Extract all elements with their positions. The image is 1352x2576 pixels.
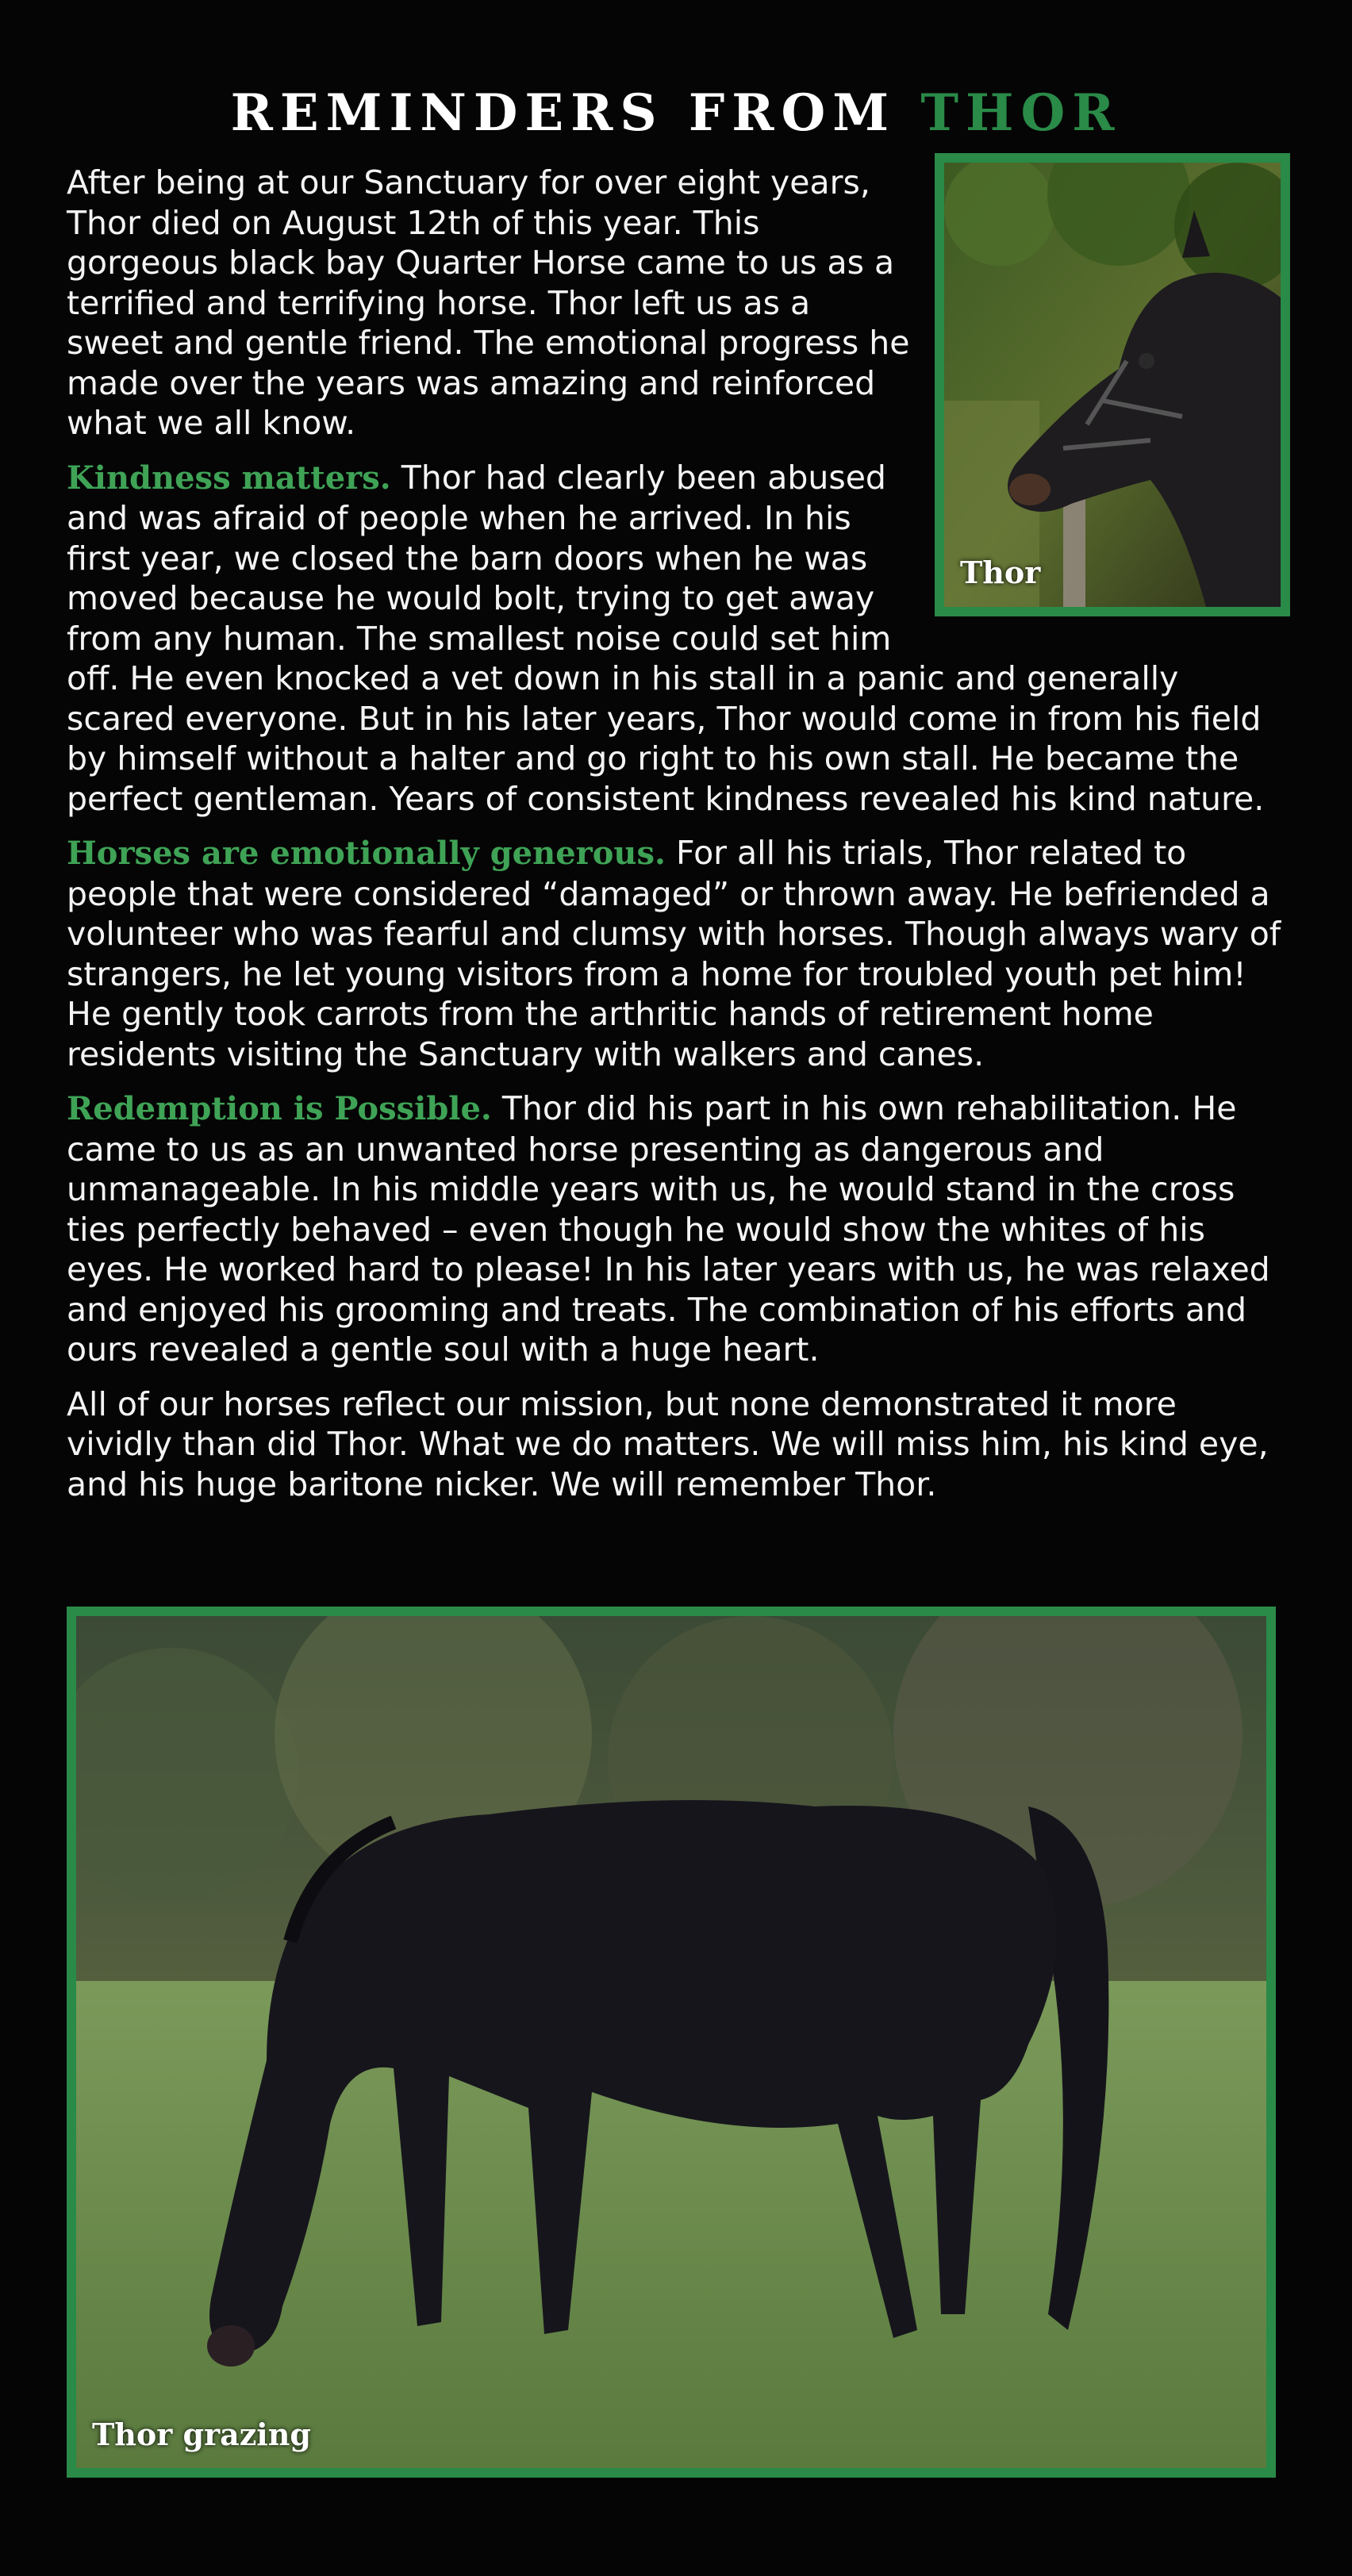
thor-grazing-photo (67, 1607, 1276, 2478)
redemption-body: Thor did his part in his own rehabilitation. He came to us as an unwanted horse presenting as dangerous and unmanageable. In his middle years with us, he would stand in the cross ties perfectly behaved – even though he would show the whites of his eyes. He worked hard to please! In his later years with us, he was relaxed and enjoyed his grooming and treats. The combination of his efforts and ours revealed a gentle soul with a huge heart. (67, 1089, 1270, 1369)
redemption-paragraph (67, 1088, 1285, 1370)
grazing-caption: Thor grazing (92, 2417, 311, 2452)
article-body (67, 163, 1285, 1518)
title-prefix: REMINDERS FROM (230, 83, 897, 143)
intro-paragraph: After being at our Sanctuary for over eight years, Thor died on August 12th of this year. This gorgeous black bay Quarter Horse came to us as a terrified and terrifying horse. Thor left us as a sweet and gentle friend. The emotional progress he made over the years was amazing and reinforced what we all know. (67, 163, 910, 442)
generous-body: For all his trials, Thor related to people that were considered “damaged” or thrown away. He befriended a volunteer who was fearful and clumsy with horses. Though always wary of strangers, he let young visitors from a home for troubled youth pet him! He gently took carrots from the arthritic hands of retirement home residents visiting the Sanctuary with walkers and canes. (67, 834, 1281, 1073)
horse-portrait-icon (944, 163, 1281, 607)
page-title (0, 74, 1352, 153)
horse-grazing-icon (76, 1616, 1266, 2468)
generous-paragraph (67, 833, 1285, 1074)
portrait-caption: Thor (960, 554, 1041, 590)
thor-portrait-photo (935, 153, 1290, 616)
kindness-body: Thor had clearly been abused and was afraid of people when he arrived. In his first year, we closed the barn doors when he was moved because he would bolt, trying to get away from any human. The smallest noise could set him off. He even knocked a vet down in his stall in a panic and generally scared everyone. But in his later years, Thor would come in from his field by himself without a halter and go right to his own stall. He became the perfect gentleman. Years of consistent kindness revealed his kind nature. (67, 458, 1265, 818)
title-name: THOR (920, 83, 1122, 143)
generous-lead: Horses are emotionally generous. (67, 835, 666, 872)
redemption-lead: Redemption is Possible. (67, 1090, 492, 1127)
kindness-lead: Kindness matters. (67, 459, 391, 497)
closing-paragraph: All of our horses reflect our mission, but none demonstrated it more vividly than did Thor. What we do matters. We will miss him, his kind eye, and his huge baritone nicker. We will remember Thor. (67, 1384, 1269, 1503)
